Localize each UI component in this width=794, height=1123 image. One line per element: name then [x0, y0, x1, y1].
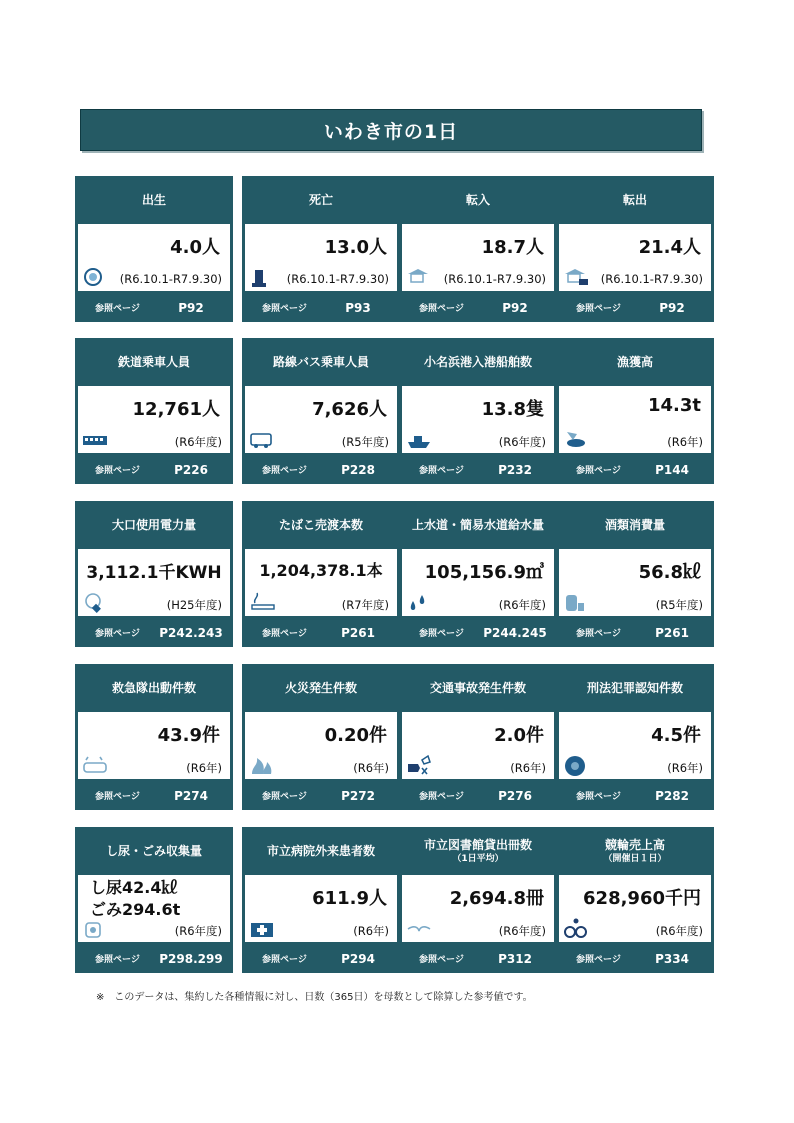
stat-card: [242, 338, 400, 484]
stat-title-area: [242, 501, 400, 549]
reference-page-label: 参照ページ: [576, 629, 621, 639]
garbage-icon: [82, 917, 108, 939]
stat-title: 小名浜港入港船舶数: [423, 355, 532, 369]
stat-period: (R6年度): [498, 924, 546, 938]
stat-body: [245, 875, 397, 942]
stat-value: 4.0人: [170, 237, 220, 258]
stat-title-area: [556, 664, 714, 712]
reference-page-label: 参照ページ: [419, 629, 464, 639]
reference-page-number: P228: [341, 462, 375, 477]
stat-period: (R6年): [353, 761, 389, 775]
stat-value: [90, 877, 180, 921]
stat-card: [75, 176, 233, 322]
reference-page-number: P274: [174, 788, 208, 803]
stat-title: 酒類消費量: [604, 518, 665, 532]
reference-page-number: P242.243: [159, 625, 223, 640]
stat-body: [245, 224, 397, 291]
stat-period: (H25年度): [166, 598, 222, 612]
stat-title: 転入: [465, 193, 490, 207]
cigarette-icon: [249, 591, 275, 613]
stat-body: [78, 386, 230, 453]
stat-value: 56.8㎘: [638, 562, 701, 583]
stat-title-area: [75, 501, 233, 549]
stat-body: [559, 875, 711, 942]
stat-value: 105,156.9㎥: [424, 562, 544, 583]
reference-page-label: 参照ページ: [419, 792, 464, 802]
stat-value-line: ごみ294.6t: [90, 900, 181, 919]
stat-body: [559, 549, 711, 616]
stat-title-area: [556, 501, 714, 549]
stat-footer: [242, 618, 400, 647]
stat-value: 3,112.1千KWH: [86, 563, 222, 583]
lightbulb-icon: [82, 591, 108, 613]
stat-body: [78, 549, 230, 616]
stat-title: たばこ売渡本数: [278, 518, 363, 532]
stat-title-area: [242, 827, 400, 875]
moving-in-icon: [406, 266, 432, 288]
stat-title-area: [242, 338, 400, 386]
stat-body: [402, 875, 554, 942]
stat-title: 競輪売上高: [604, 838, 665, 852]
reference-page-label: 参照ページ: [262, 304, 307, 314]
stat-footer: [75, 293, 233, 322]
hospital-icon: [249, 917, 275, 939]
stat-footer: [75, 618, 233, 647]
stat-title-area: [399, 176, 557, 224]
stat-card: [242, 501, 400, 647]
stat-footer: [242, 455, 400, 484]
reference-page-number: P92: [178, 300, 204, 315]
stat-body: [245, 712, 397, 779]
stat-footer: [556, 618, 714, 647]
stat-title: 大口使用電力量: [111, 518, 196, 532]
stat-period: (R6年度): [174, 924, 222, 938]
fire-icon: [249, 754, 275, 776]
stat-body: [402, 386, 554, 453]
stat-title: 上水道・簡易水道給水量: [411, 518, 544, 532]
fish-icon: [563, 428, 589, 450]
stat-subtitle: （開催日１日）: [603, 854, 667, 864]
stat-footer: [75, 781, 233, 810]
stat-footer: [399, 618, 557, 647]
stat-period: (R6年度): [174, 435, 222, 449]
stat-period: (R6年度): [498, 435, 546, 449]
stat-period: (R6年): [510, 761, 546, 775]
stat-period: (R6年度): [498, 598, 546, 612]
reference-page-number: P244.245: [483, 625, 547, 640]
stat-body: [245, 549, 397, 616]
stat-title-area: [242, 176, 400, 224]
stat-footer: [399, 455, 557, 484]
bicycle-icon: [563, 917, 589, 939]
reference-page-number: P92: [659, 300, 685, 315]
reference-page-number: P226: [174, 462, 208, 477]
stat-title-area: [399, 501, 557, 549]
reference-page-label: 参照ページ: [262, 955, 307, 965]
reference-page-number: P92: [502, 300, 528, 315]
reference-page-number: P93: [345, 300, 371, 315]
stat-title: 刑法犯罪認知件数: [586, 681, 683, 695]
stat-title: 路線バス乗車人員: [272, 355, 369, 369]
stat-footer: [399, 781, 557, 810]
stat-card: [75, 827, 233, 973]
stat-value: 14.3t: [647, 395, 701, 416]
stat-value: 2,694.8冊: [449, 888, 544, 909]
stat-card: [556, 501, 714, 647]
stat-card: [242, 176, 400, 322]
stat-body: [402, 712, 554, 779]
reference-page-number: P282: [655, 788, 689, 803]
stat-title: 市立図書館貸出冊数: [423, 838, 532, 852]
reference-page-number: P261: [341, 625, 375, 640]
stat-period: (R6年): [667, 761, 703, 775]
reference-page-number: P312: [498, 951, 532, 966]
stat-title: 死亡: [308, 193, 333, 207]
moving-out-icon: [563, 266, 589, 288]
ambulance-icon: [82, 754, 108, 776]
stat-card: [75, 501, 233, 647]
reference-page-number: P144: [655, 462, 689, 477]
stat-subtitle: （1日平均）: [452, 854, 504, 864]
stat-card: [399, 664, 557, 810]
stat-period: (R5年度): [655, 598, 703, 612]
reference-page-number: P298.299: [159, 951, 223, 966]
stat-body: [402, 224, 554, 291]
ship-icon: [406, 428, 432, 450]
stat-title: し尿・ごみ収集量: [105, 844, 202, 858]
stat-title-area: [75, 664, 233, 712]
stat-card: [556, 338, 714, 484]
reference-page-label: 参照ページ: [576, 304, 621, 314]
stat-period: (R6.10.1-R7.9.30): [600, 272, 703, 286]
reference-page-label: 参照ページ: [576, 955, 621, 965]
stat-footer: [242, 781, 400, 810]
stat-value: 12,761人: [132, 399, 220, 420]
stat-body: [245, 386, 397, 453]
stat-card: [399, 501, 557, 647]
stat-title-area: [556, 176, 714, 224]
reference-page-number: P232: [498, 462, 532, 477]
stat-value: 18.7人: [481, 237, 544, 258]
stat-body: [402, 549, 554, 616]
stat-title-area: [556, 827, 714, 875]
reference-page-label: 参照ページ: [262, 466, 307, 476]
stat-title-area: [399, 338, 557, 386]
stat-title-area: [242, 664, 400, 712]
stat-value: 2.0件: [494, 725, 544, 746]
reference-page-label: 参照ページ: [419, 466, 464, 476]
stat-period: (R6年): [353, 924, 389, 938]
police-icon: [563, 754, 589, 776]
stat-footer: [242, 293, 400, 322]
reference-page-label: 参照ページ: [262, 629, 307, 639]
stat-title-area: [75, 176, 233, 224]
stat-body: [78, 224, 230, 291]
stat-title-area: [75, 827, 233, 875]
stat-title-area: [399, 827, 557, 875]
grave-icon: [249, 266, 275, 288]
reference-page-number: P294: [341, 951, 375, 966]
reference-page-label: 参照ページ: [419, 304, 464, 314]
bus-icon: [249, 428, 275, 450]
stat-period: (R6年): [186, 761, 222, 775]
stat-period: (R6.10.1-R7.9.30): [443, 272, 546, 286]
footnote: ※ このデータは、集約した各種情報に対し、日数（365日）を母数として除算した参考値です。: [96, 992, 533, 1003]
reference-page-label: 参照ページ: [576, 792, 621, 802]
water-drop-icon: [406, 591, 432, 613]
stat-footer: [75, 455, 233, 484]
stat-card: [399, 827, 557, 973]
stat-value: 13.8隻: [481, 399, 544, 420]
stat-footer: [75, 944, 233, 973]
baby-icon: [82, 266, 108, 288]
stat-title-area: [399, 664, 557, 712]
stat-body: [78, 712, 230, 779]
reference-page-label: 参照ページ: [419, 955, 464, 965]
stat-body: [559, 224, 711, 291]
reference-page-number: P276: [498, 788, 532, 803]
stat-card: [556, 176, 714, 322]
stat-value: 4.5件: [651, 725, 701, 746]
reference-page-label: 参照ページ: [262, 792, 307, 802]
stat-period: (R6年度): [655, 924, 703, 938]
stat-card: [75, 338, 233, 484]
stat-title: 転出: [622, 193, 647, 207]
stat-card: [556, 664, 714, 810]
stat-body: [78, 875, 230, 942]
stat-period: (R6年): [667, 435, 703, 449]
stat-title-area: [75, 338, 233, 386]
stat-title: 鉄道乗車人員: [117, 355, 190, 369]
page-title: いわき市の1日: [323, 120, 459, 143]
stat-body: [559, 386, 711, 453]
reference-page-number: P272: [341, 788, 375, 803]
car-accident-icon: [406, 754, 432, 776]
reference-page-label: 参照ページ: [95, 792, 140, 802]
stat-footer: [556, 781, 714, 810]
stat-footer: [556, 944, 714, 973]
stat-card: [75, 664, 233, 810]
stat-title: 火災発生件数: [284, 681, 357, 695]
reference-page-label: 参照ページ: [576, 466, 621, 476]
alcohol-icon: [563, 591, 589, 613]
stat-value: 1,204,378.1本: [259, 561, 383, 580]
stat-card: [242, 664, 400, 810]
page-title-banner: [80, 109, 702, 151]
reference-page-label: 参照ページ: [95, 955, 140, 965]
stat-title: 救急隊出動件数: [111, 681, 196, 695]
reference-page-label: 参照ページ: [95, 304, 140, 314]
reference-page-number: P261: [655, 625, 689, 640]
stat-title: 交通事故発生件数: [429, 681, 526, 695]
stat-value: 628,960千円: [583, 888, 701, 909]
stat-value: 611.9人: [312, 888, 387, 909]
stat-title-area: [556, 338, 714, 386]
stat-footer: [556, 293, 714, 322]
stat-value: 43.9件: [157, 725, 220, 746]
stat-footer: [242, 944, 400, 973]
stat-value: 21.4人: [638, 237, 701, 258]
book-icon: [406, 917, 432, 939]
stat-title: 漁獲高: [616, 355, 653, 369]
stat-footer: [399, 293, 557, 322]
stat-period: (R6.10.1-R7.9.30): [286, 272, 389, 286]
stat-title: 市立病院外来患者数: [266, 844, 375, 858]
stat-value: 0.20件: [324, 725, 387, 746]
reference-page-label: 参照ページ: [95, 466, 140, 476]
stat-period: (R5年度): [341, 435, 389, 449]
stat-period: (R6.10.1-R7.9.30): [119, 272, 222, 286]
stat-body: [559, 712, 711, 779]
stat-footer: [556, 455, 714, 484]
reference-page-number: P334: [655, 951, 689, 966]
reference-page-label: 参照ページ: [95, 629, 140, 639]
stat-value: 7,626人: [312, 399, 387, 420]
stat-card: [399, 176, 557, 322]
stat-value-line: し尿42.4㎘: [90, 878, 178, 897]
stat-value: 13.0人: [324, 237, 387, 258]
stat-period: (R7年度): [341, 598, 389, 612]
train-icon: [82, 428, 108, 450]
stat-title: 出生: [141, 193, 166, 207]
stat-card: [242, 827, 400, 973]
stat-card: [399, 338, 557, 484]
stat-footer: [399, 944, 557, 973]
stat-card: [556, 827, 714, 973]
